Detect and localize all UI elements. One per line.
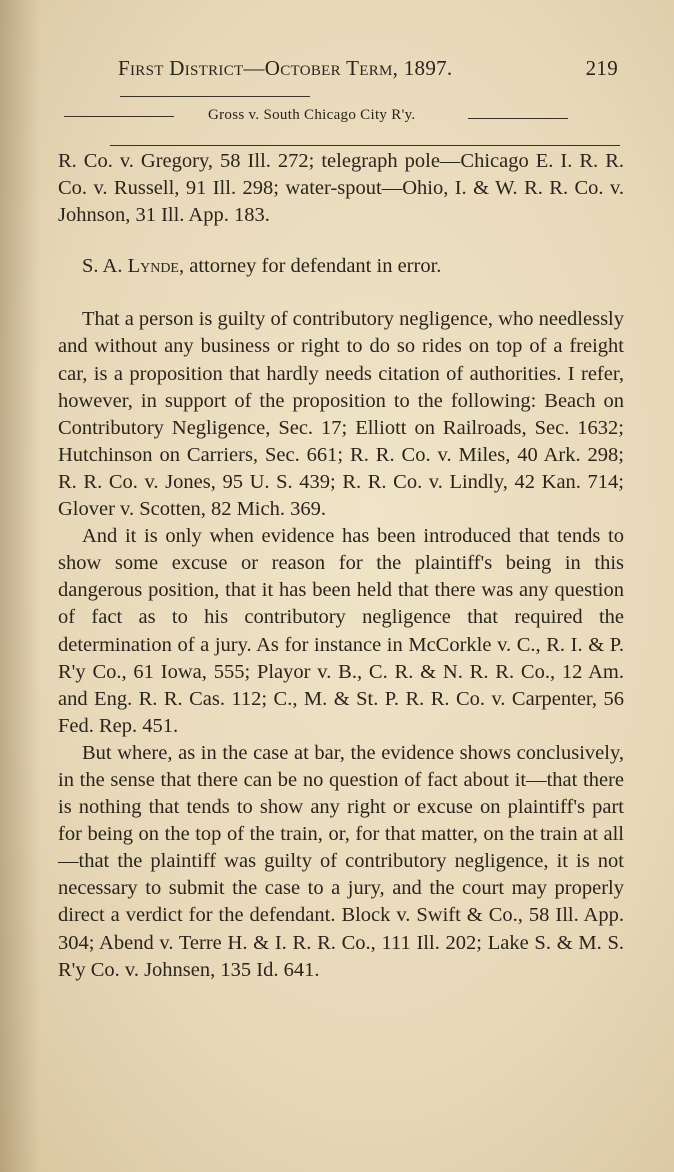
attorney-name: S. A. Lynde [82,255,179,278]
running-head [118,56,618,81]
citation-continuation: R. Co. v. Gregory, 58 Ill. 272; telegraph pole—Chicago E. I. R. R. Co. v. Russell, 91 Ill. 298; water-spout—Ohio, I. & W. R. R. Co. v. Johnson, 31 Ill. App. 183. [58,150,624,227]
attorney-line [58,253,624,280]
header-rule-right [468,118,568,119]
header-rule-left [64,116,174,117]
header-rule-upper [120,96,310,97]
case-title: Gross v. South Chicago City R'y. [208,107,416,123]
paragraph-2: And it is only when evidence has been introduced that tends to show some excuse or reason for the plaintiff's being in this dangerous position, that it has been held that there was any question of fact as to his contributory negligence that required the determination of a jury. As for instance in McCorkle v. C., R. I. & P. R'y Co., 61 Iowa, 555; Playor v. B., C. R. & N. R. R. Co., 12 Am. and Eng. R. R. Cas. 112; C., M. & St. P. R. R. Co. v. Carpenter, 56 Fed. Rep. 451. [58,525,624,737]
attorney-role: , attorney for defendant in error. [178,255,442,278]
header-rule-lower [110,145,620,146]
paragraph-1: That a person is guilty of contributory negligence, who needlessly and without any business or right to do so rides on top of a freight car, is a proposition that hardly needs citation of authorities. I refer, however, in support of the proposition to the following: Beach on Contributory Negligence, Sec. 17; Elliott on Railroads, Sec. 1632; Hutchinson on Carriers, Sec. 661; R. R. Co. v. Miles, 40 Ark. 298; R. R. Co. v. Jones, 95 U. S. 439; R. R. Co. v. Lindly, 42 Kan. 714; Glover v. Scotten, 82 Mich. 369. [58,308,624,521]
paragraph-3: But where, as in the case at bar, the evidence shows conclusively, in the sense that there can be no question of fact about it—that there is nothing that tends to show any right or excuse on plaintiff's part for being on the top of the train, or, for that matter, on the train at all—that the plaintiff was guilty of contributory negligence, it is not necessary to submit the case to a jury, and the court may properly direct a verdict for the defendant. Block v. Swift & Co., 58 Ill. App. 304; Abend v. Terre H. & I. R. R. Co., 111 Ill. 202; Lake S. & M. S. R'y Co. v. Johnsen, 135 Id. 641. [58,741,624,981]
page-edge-shadow [0,0,40,1172]
page-number: 219 [585,56,618,80]
running-head-title: First District—October Term, 1897. [118,56,453,80]
body-text [58,148,624,984]
